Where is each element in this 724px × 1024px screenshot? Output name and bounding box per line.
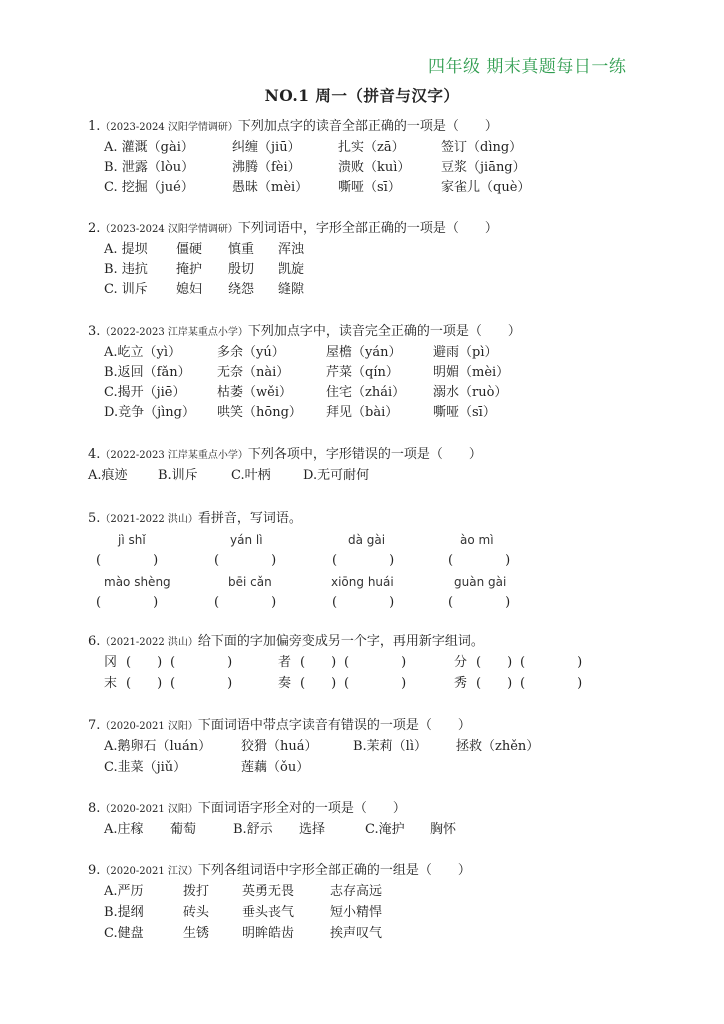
question-6-stem: 6.（2021-2022 洪山）给下面的字加偏旁变成另一个字，再用新字组词。 [88, 634, 484, 649]
answer-blank[interactable]: ( ) [332, 553, 395, 568]
answer-blank[interactable]: ( ) [214, 595, 277, 610]
option-text: D.竞争（jìng） [104, 405, 195, 420]
option-text: 明眸皓齿 [242, 926, 295, 941]
option-text: 慎重 [228, 242, 255, 257]
question-3-stem: 3.（2022-2023 江岸某重点小学）下列加点字中，读音完全正确的一项是（ ） [88, 324, 521, 339]
answer-blank[interactable]: ( ) [520, 676, 583, 691]
option-text: 无奈（nài） [217, 365, 290, 380]
option-text: B.训斥 [158, 468, 198, 483]
option-text: 媳妇 [176, 282, 203, 297]
answer-blank[interactable]: ( ) [448, 553, 511, 568]
option-text: A.鹅卵石（luán） [104, 739, 212, 754]
base-char: 奏 [278, 676, 292, 691]
base-char: 者 [278, 655, 292, 670]
option-text: C.揭开（jiē） [104, 385, 186, 400]
pinyin-prompt: jì shǐ [118, 533, 146, 547]
pinyin-prompt: guàn gài [454, 575, 507, 589]
base-char: 秀 [454, 676, 468, 691]
option-text: A.严历 [104, 884, 144, 899]
answer-blank[interactable]: ( ) [448, 595, 511, 610]
answer-blank[interactable]: ( ) [214, 553, 277, 568]
answer-blank[interactable]: ( ) [170, 655, 233, 670]
pinyin-grid [96, 530, 616, 616]
option-text: 葡萄 [170, 822, 197, 837]
base-char: 分 [454, 655, 468, 670]
answer-blank[interactable]: ( ) [96, 553, 159, 568]
question-9-options [104, 882, 604, 944]
option-text: 多余（yú） [217, 345, 285, 360]
option-text: 砖头 [183, 905, 210, 920]
option-text: 拜见（bài） [326, 405, 399, 420]
answer-blank[interactable]: ( ) [476, 676, 513, 691]
option-text: 签订（dìng） [441, 140, 523, 155]
option-text: B.舒示 [233, 822, 273, 837]
option-text: 英勇无畏 [242, 884, 295, 899]
option-text: 莲藕（ǒu） [241, 760, 310, 775]
question-3-options [104, 343, 704, 425]
question-1-options [104, 138, 704, 200]
option-text: 沸腾（fèi） [232, 160, 301, 175]
option-text: 拨打 [183, 884, 210, 899]
page-title: NO.1 周一（拼音与汉字） [264, 86, 460, 105]
option-text: B. 违抗 [104, 262, 148, 277]
answer-blank[interactable]: ( ) [126, 655, 163, 670]
option-text: 溃败（kuì） [338, 160, 411, 175]
option-text: 住宅（zhái） [326, 385, 406, 400]
option-text: 缝隙 [278, 282, 305, 297]
pinyin-prompt: dà gài [348, 533, 386, 547]
radical-grid [104, 653, 624, 695]
option-text: 哄笑（hōng） [217, 405, 302, 420]
option-text: 凯旋 [278, 262, 305, 277]
question-9-stem: 9.（2020-2021 江汉）下列各组词语中字形全部正确的一组是（ ） [88, 863, 471, 878]
option-text: 绕怨 [228, 282, 255, 297]
option-text: 殷切 [228, 262, 255, 277]
answer-blank[interactable]: ( ) [300, 655, 337, 670]
option-text: 胸怀 [430, 822, 457, 837]
answer-blank[interactable]: ( ) [476, 655, 513, 670]
option-text: 嘶哑（sī） [433, 405, 496, 420]
question-7-options [104, 737, 704, 779]
option-text: 挨声叹气 [330, 926, 383, 941]
question-5-stem: 5.（2021-2022 洪山）看拼音，写词语。 [88, 511, 302, 526]
option-text: 生锈 [183, 926, 210, 941]
option-text: A.屹立（yì） [104, 345, 182, 360]
question-2-options [104, 240, 504, 302]
option-text: C. 挖掘（jué） [104, 180, 194, 195]
base-char: 冈 [104, 655, 118, 670]
option-text: 掩护 [176, 262, 203, 277]
option-text: 狡猾（huá） [241, 739, 318, 754]
question-8-stem: 8.（2020-2021 汉阳）下面词语字形全对的一项是（ ） [88, 801, 406, 816]
answer-blank[interactable]: ( ) [344, 676, 407, 691]
option-text: 垂头丧气 [242, 905, 295, 920]
option-text: 豆浆（jiāng） [441, 160, 526, 175]
answer-blank[interactable]: ( ) [126, 676, 163, 691]
option-text: 枯萎（wěi） [217, 385, 292, 400]
option-text: A.庄稼 [104, 822, 144, 837]
question-4-stem: 4.（2022-2023 江岸某重点小学）下列各项中，字形错误的一项是（ ） [88, 447, 482, 462]
option-text: C.韭菜（jiǔ） [104, 760, 187, 775]
base-char: 末 [104, 676, 118, 691]
answer-blank[interactable]: ( ) [344, 655, 407, 670]
pinyin-prompt: bēi cǎn [228, 575, 272, 589]
option-text: 愚昧（mèi） [232, 180, 309, 195]
question-8-options [104, 820, 604, 842]
option-text: D.无可耐何 [303, 468, 370, 483]
option-text: 家雀儿（què） [441, 180, 531, 195]
option-text: C. 训斥 [104, 282, 148, 297]
option-text: 拯救（zhěn） [456, 739, 540, 754]
pinyin-prompt: yán lì [230, 533, 263, 547]
grade-header: 四年级 期末真题每日一练 [428, 57, 627, 77]
option-text: 纠缠（jiū） [232, 140, 301, 155]
option-text: C.叶柄 [231, 468, 271, 483]
question-1-stem: 1.（2023-2024 汉阳学情调研）下列加点字的读音全部正确的一项是（ ） [88, 119, 498, 134]
option-text: 嘶哑（sī） [338, 180, 401, 195]
option-text: C.健盘 [104, 926, 144, 941]
pinyin-prompt: xiōng huái [331, 575, 394, 589]
option-text: 避雨（pì） [433, 345, 498, 360]
option-text: B.返回（fǎn） [104, 365, 191, 380]
question-4-options [88, 466, 488, 488]
option-text: C.淹护 [365, 822, 405, 837]
question-7-stem: 7.（2020-2021 汉阳）下面词语中带点字读音有错误的一项是（ ） [88, 718, 471, 733]
option-text: 明媚（mèi） [433, 365, 510, 380]
option-text: A. 提坝 [104, 242, 148, 257]
option-text: 僵硬 [176, 242, 203, 257]
option-text: B. 泄露（lòu） [104, 160, 195, 175]
option-text: 选择 [299, 822, 326, 837]
answer-blank[interactable]: ( ) [96, 595, 159, 610]
answer-blank[interactable]: ( ) [520, 655, 583, 670]
option-text: 屋檐（yán） [326, 345, 402, 360]
option-text: 芹菜（qín） [326, 365, 399, 380]
option-text: B.茉莉（lì） [353, 739, 428, 754]
option-text: 浑浊 [278, 242, 305, 257]
answer-blank[interactable]: ( ) [332, 595, 395, 610]
option-text: A. 灌溉（gài） [104, 140, 194, 155]
pinyin-prompt: mào shèng [104, 575, 171, 589]
option-text: B.提纲 [104, 905, 144, 920]
answer-blank[interactable]: ( ) [170, 676, 233, 691]
pinyin-prompt: ào mì [460, 533, 494, 547]
option-text: A.痕迹 [88, 468, 128, 483]
option-text: 志存高远 [330, 884, 383, 899]
answer-blank[interactable]: ( ) [300, 676, 337, 691]
question-2-stem: 2.（2023-2024 汉阳学情调研）下列词语中，字形全部正确的一项是（ ） [88, 221, 498, 236]
option-text: 扎实（zā） [338, 140, 405, 155]
option-text: 溺水（ruò） [433, 385, 508, 400]
option-text: 短小精悍 [330, 905, 383, 920]
